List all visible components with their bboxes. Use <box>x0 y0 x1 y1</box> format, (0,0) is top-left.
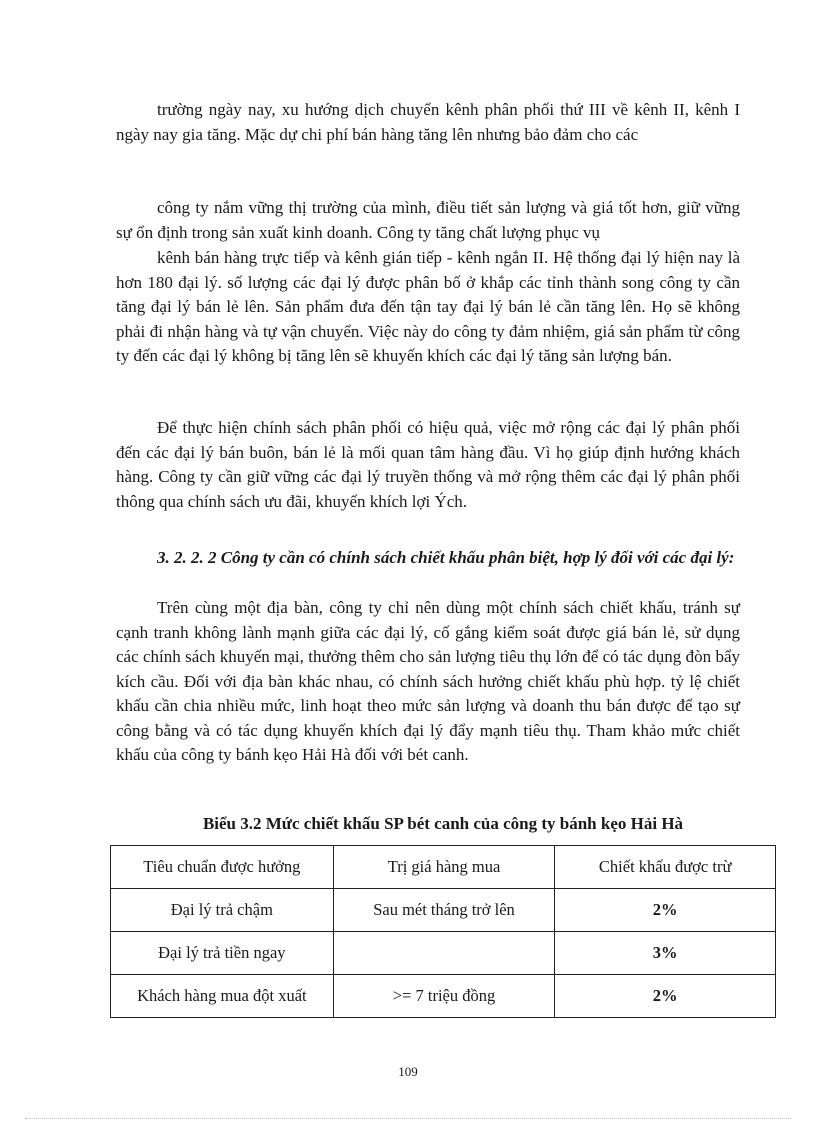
table-header-row <box>111 846 776 889</box>
page-number: 109 <box>398 1064 418 1079</box>
paragraph-3: kênh bán hàng trực tiếp và kênh gián tiếp - kênh ngắn II. Hệ thống đại lý hiện nay là hơn 180 đại lý. số lượng các đại lý được phân bố ở khắp các tỉnh thành song công ty cần tăng đại lý bán lẻ lên. Sản phẩm đưa đến tận tay đại lý bán lẻ cần tăng lên. Họ sẽ không phải đi nhận hàng và tự vận chuyển. Việc này do công ty đảm nhiệm, giá sản phẩm từ công ty đến các đại lý không bị tăng lên sẽ khuyến khích các đại lý tăng sản lượng bán. <box>116 248 740 365</box>
table-cell: Khách hàng mua đột xuất <box>111 975 334 1018</box>
paragraph-4: Để thực hiện chính sách phân phối có hiệu quả, việc mở rộng các đại lý phân phối đến các đại lý bán buôn, bán lẻ là mối quan tâm hàng đầu. Vì họ giúp định hướng khách hàng. Công ty cần giữ vững các đại lý truyền thống và mở rộng thêm các đại lý phân phối thông qua chính sách ưu đãi, khuyến khích lợi Ých. <box>116 418 740 511</box>
table-cell: Đại lý trả chậm <box>111 889 334 932</box>
table-cell: 2% <box>555 975 776 1018</box>
page-divider <box>25 1118 791 1119</box>
table-row <box>111 889 776 932</box>
table-cell: 2% <box>555 889 776 932</box>
table-cell: >= 7 triệu đồng <box>333 975 555 1018</box>
paragraph-5: Trên cùng một địa bàn, công ty chỉ nên dùng một chính sách chiết khấu, tránh sự cạnh tranh không lành mạnh giữa các đại lý, cố gắng kiểm soát được giá bán lẻ, sử dụng các chính sách khuyến mại, thưởng thêm cho sản lượng tiêu thụ lớn để có tác dụng đòn bẩy kích cầu. Đối với địa bàn khác nhau, có chính sách hưởng chiết khấu phù hợp. tỷ lệ chiết khấu cần chia nhiều mức, linh hoạt theo mức sản lượng và doanh thu bán được để tạo sự công bằng và có tác dụng khuyến khích đại lý đẩy mạnh tiêu thụ. Tham khảo mức chiết khấu của công ty bánh kẹo Hải Hà đối với bét canh. <box>116 598 740 764</box>
header-cell: Chiết khấu được trừ <box>555 846 776 889</box>
table-cell <box>333 932 555 975</box>
table-cell: 3% <box>555 932 776 975</box>
paragraph-1: trường ngày nay, xu hướng dịch chuyển kênh phân phối thứ III về kênh II, kênh I ngày nay gia tăng. Mặc dự chi phí bán hàng tăng lên nhưng bảo đảm cho các <box>116 100 740 144</box>
discount-table <box>110 845 776 1018</box>
section-subheading: 3. 2. 2. 2 Công ty cần có chính sách chiết khấu phân biệt, hợp lý đối với các đại lý: <box>157 548 735 567</box>
table-row <box>111 932 776 975</box>
table-cell: Đại lý trả tiền ngay <box>111 932 334 975</box>
table-caption: Biểu 3.2 Mức chiết khấu SP bét canh của công ty bánh kẹo Hải Hà <box>202 814 684 833</box>
header-cell: Tiêu chuẩn được hưởng <box>111 846 334 889</box>
table-cell: Sau mét tháng trở lên <box>333 889 555 932</box>
table-row <box>111 975 776 1018</box>
paragraph-2: công ty nắm vững thị trường của mình, điều tiết sản lượng và giá tốt hơn, giữ vững sự ổn định trong sản xuất kinh doanh. Công ty tăng chất lượng phục vụ <box>116 198 740 242</box>
header-cell: Trị giá hàng mua <box>333 846 555 889</box>
